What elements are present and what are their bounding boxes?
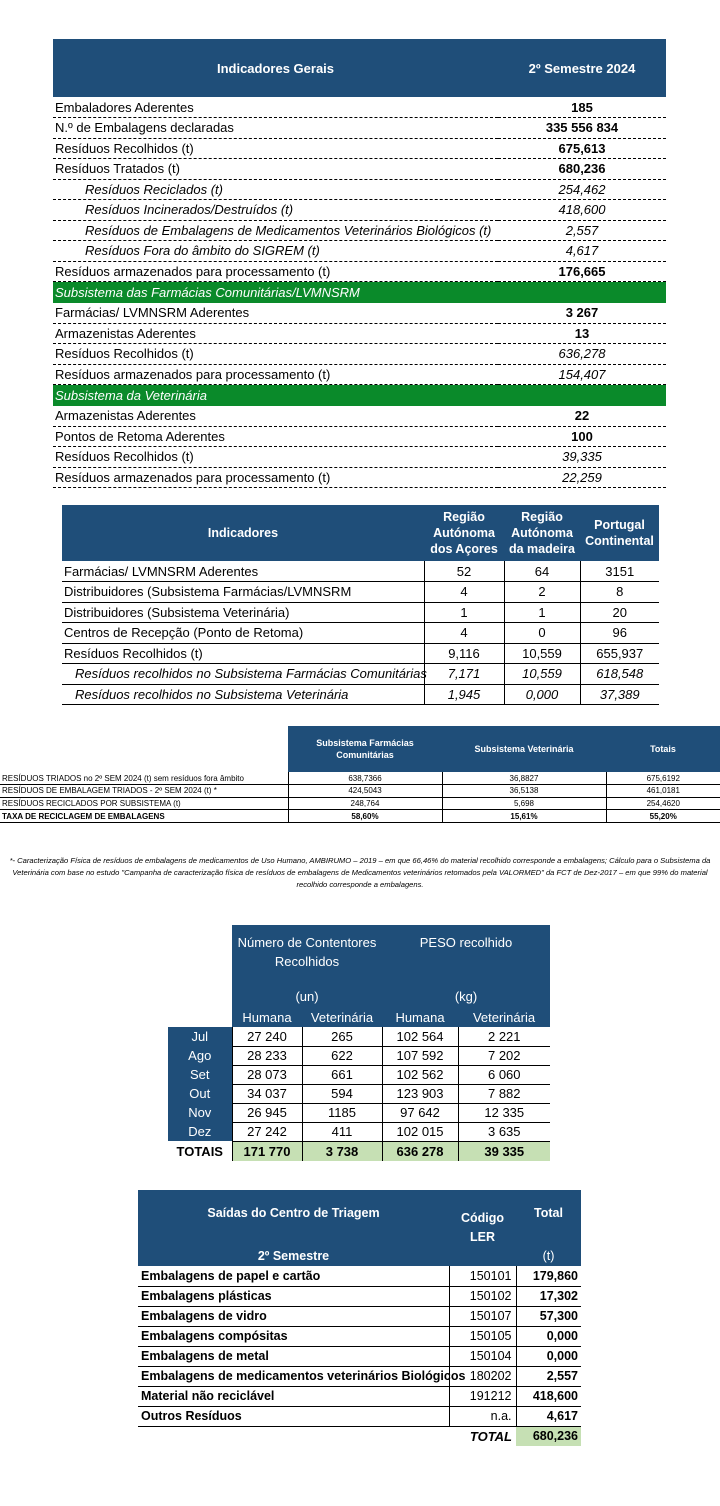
row-label: Resíduos Recolhidos (t) [53, 447, 498, 468]
header-unit: (t) [516, 1224, 581, 1266]
table-header [53, 39, 666, 97]
header-veterinaria: Veterinária [302, 1007, 382, 1027]
header-veterinaria: Subsistema Veterinária [474, 744, 574, 754]
table-row [53, 220, 666, 241]
cell-madeira: 1 [504, 602, 580, 623]
cell-farmacias: 58,60% [288, 810, 442, 823]
table-row [138, 1266, 581, 1286]
row-label: RESÍDUOS DE EMBALAGEM TRIADOS - 2º SEM 2024 (t) * [0, 785, 288, 798]
cell-continental: 618,548 [580, 664, 659, 685]
table-row [53, 241, 666, 262]
total-value: 171 770 [232, 1141, 302, 1161]
row-value: 179,860 [516, 1266, 581, 1286]
row-label: Resíduos Fora do âmbito do SIGREM (t) [53, 241, 498, 262]
row-label: Resíduos armazenados para processamento (t) [53, 364, 498, 385]
cell-acores: 1 [424, 602, 504, 623]
row-value: 154,407 [498, 364, 666, 385]
cell-farmacias: 424,5043 [288, 785, 442, 798]
table-row [138, 1346, 581, 1366]
cell-value: 661 [302, 1065, 382, 1084]
row-label: Resíduos Tratados (t) [53, 159, 498, 180]
row-value: 39,335 [498, 447, 666, 468]
header-madeira: Região Autónoma da madeira [508, 510, 575, 556]
cell-acores: 1,945 [424, 684, 504, 705]
header-total: Total [516, 1190, 581, 1224]
cell-continental: 20 [580, 602, 659, 623]
cell-continental: 8 [580, 582, 659, 603]
row-label: Material não reciclável [138, 1386, 449, 1406]
cell-value: 7 882 [458, 1084, 550, 1103]
row-value: 335 556 834 [498, 118, 666, 139]
header-farmacias: Subsistema Farmácias Comunitárias [316, 738, 414, 760]
row-code: 150102 [449, 1286, 516, 1306]
header-blank [168, 925, 232, 985]
row-value: 2,557 [498, 220, 666, 241]
table-row [53, 118, 666, 139]
table-row [62, 602, 659, 623]
cell-value: 265 [302, 1027, 382, 1046]
section-title: Subsistema da Veterinária [55, 387, 207, 403]
total-row [138, 1426, 581, 1446]
row-value: 3 267 [498, 303, 666, 324]
row-label: Resíduos Recolhidos (t) [62, 643, 424, 664]
total-value: 636 278 [382, 1141, 458, 1161]
row-label: Resíduos Recolhidos (t) [53, 344, 498, 365]
table-row [0, 772, 720, 785]
table-header [0, 726, 720, 772]
row-label: Embalagens de vidro [138, 1306, 449, 1326]
row-label: Resíduos Incinerados/Destruídos (t) [53, 200, 498, 221]
cell-value: 28 233 [232, 1046, 302, 1065]
cell-madeira: 2 [504, 582, 580, 603]
row-value: 254,462 [498, 179, 666, 200]
cell-value: 3 635 [458, 1122, 550, 1141]
table-header [168, 925, 550, 985]
cell-acores: 4 [424, 582, 504, 603]
table-row [138, 1366, 581, 1386]
header-title: Saídas do Centro de Triagem [138, 1190, 449, 1224]
table-row [138, 1406, 581, 1426]
table-header-sub [168, 1007, 550, 1027]
cell-madeira: 0,000 [504, 684, 580, 705]
table-row [0, 797, 720, 810]
cell-madeira: 0 [504, 623, 580, 644]
row-label: Armazenistas Aderentes [53, 406, 498, 427]
row-value: 0,000 [516, 1326, 581, 1346]
totals-row [168, 1141, 550, 1161]
header-humana: Humana [382, 1007, 458, 1027]
cell-totais: 55,20% [606, 810, 720, 823]
table-row [62, 684, 659, 705]
table-row [53, 159, 666, 180]
row-value: 4,617 [498, 241, 666, 262]
cell-continental: 655,937 [580, 643, 659, 664]
row-label: TAXA DE RECICLAGEM DE EMBALAGENS [0, 810, 288, 823]
total-value: 39 335 [458, 1141, 550, 1161]
cell-value: 7 202 [458, 1046, 550, 1065]
row-code: 180202 [449, 1366, 516, 1386]
row-code: 150101 [449, 1266, 516, 1286]
row-label: Embalagens compósitas [138, 1326, 449, 1346]
cell-veterinaria: 36,8827 [442, 772, 606, 785]
header-blank [168, 985, 232, 1007]
section-title: Subsistema das Farmácias Comunitárias/LVMNSRM [55, 284, 360, 300]
header-code: Código LER [449, 1190, 516, 1266]
table-row [62, 623, 659, 644]
totals-label: TOTAIS [176, 1143, 223, 1159]
cell-value: 27 242 [232, 1122, 302, 1141]
cell-acores: 4 [424, 623, 504, 644]
header-veterinaria: Veterinária [458, 1007, 550, 1027]
row-code: n.a. [449, 1406, 516, 1426]
row-label: Outros Resíduos [138, 1406, 449, 1426]
row-code: 150105 [449, 1326, 516, 1346]
cell-madeira: 10,559 [504, 643, 580, 664]
table-row [138, 1286, 581, 1306]
month-label: Jul [168, 1027, 232, 1046]
row-label: Distribuidores (Subsistema Farmácias/LVMNSRM [62, 582, 424, 603]
row-value: 0,000 [516, 1346, 581, 1366]
regional-indicators-table [62, 505, 659, 705]
total-label: TOTAL [449, 1426, 516, 1446]
cell-veterinaria: 15,61% [442, 810, 606, 823]
table-row [53, 447, 666, 468]
row-label: Resíduos Reciclados (t) [53, 179, 498, 200]
row-code: 191212 [449, 1386, 516, 1406]
row-label: Farmácias/ LVMNSRM Aderentes [53, 303, 498, 324]
cell-value: 102 564 [382, 1027, 458, 1046]
total-value: 3 738 [302, 1141, 382, 1161]
cell-value: 102 562 [382, 1065, 458, 1084]
table-row [53, 138, 666, 159]
row-label: Embalagens de medicamentos veterinários Biológicos [138, 1366, 449, 1386]
cell-farmacias: 638,7366 [288, 772, 442, 785]
table-row [53, 179, 666, 200]
row-label: Embalagens de metal [138, 1346, 449, 1366]
cell-value: 2 221 [458, 1027, 550, 1046]
table-header [62, 505, 659, 561]
header-period: 2º Semestre 2024 [528, 60, 636, 76]
row-value: 418,600 [516, 1386, 581, 1406]
row-value: 2,557 [516, 1366, 581, 1386]
cell-acores: 7,171 [424, 664, 504, 685]
cell-totais: 254,4620 [606, 797, 720, 810]
row-label: Embaladores Aderentes [53, 97, 498, 118]
row-value: 13 [498, 323, 666, 344]
table-row [53, 200, 666, 221]
row-value: 675,613 [498, 138, 666, 159]
row-value: 4,617 [516, 1406, 581, 1426]
row-label: Resíduos de Embalagens de Medicamentos Veterinários Biológicos (t) [53, 220, 498, 241]
header-unit-un: (un) [232, 985, 382, 1007]
row-value: 100 [498, 426, 666, 447]
table-row [0, 810, 720, 823]
cell-value: 622 [302, 1046, 382, 1065]
table-row [138, 1386, 581, 1406]
cell-continental: 96 [580, 623, 659, 644]
row-label: Resíduos recolhidos no Subsistema Veterinária [62, 684, 424, 705]
row-label: Resíduos Recolhidos (t) [53, 138, 498, 159]
row-label: Distribuidores (Subsistema Veterinária) [62, 602, 424, 623]
header-indicators: Indicadores [207, 526, 279, 540]
row-value: 22 [498, 406, 666, 427]
table-row [53, 426, 666, 447]
table-row [168, 1065, 550, 1084]
table-row [168, 1027, 550, 1046]
row-value: 185 [498, 97, 666, 118]
cell-value: 594 [302, 1084, 382, 1103]
cell-value: 102 015 [382, 1122, 458, 1141]
cell-farmacias: 248,764 [288, 797, 442, 810]
row-label: Farmácias/ LVMNSRM Aderentes [62, 561, 424, 582]
row-value: 680,236 [498, 159, 666, 180]
header-continental: Portugal Continental [585, 518, 654, 548]
table-row [53, 406, 666, 427]
header-title: Indicadores Gerais [216, 60, 335, 76]
row-label: Embalagens de papel e cartão [138, 1266, 449, 1286]
month-label: Dez [168, 1122, 232, 1141]
cell-totais: 461,0181 [606, 785, 720, 798]
row-label: N.º de Embalagens declaradas [53, 118, 498, 139]
cell-value: 26 945 [232, 1103, 302, 1122]
cell-value: 12 335 [458, 1103, 550, 1122]
table-row [138, 1326, 581, 1346]
header-totais: Totais [650, 744, 676, 754]
header-blank [168, 1007, 232, 1027]
cell-madeira: 10,559 [504, 664, 580, 685]
table-row [168, 1122, 550, 1141]
header-unit-kg: (kg) [382, 985, 550, 1007]
header-subtitle: 2º Semestre [138, 1224, 449, 1266]
general-indicators-table [53, 39, 666, 488]
cell-value: 28 073 [232, 1065, 302, 1084]
table-row [53, 364, 666, 385]
table-row [62, 582, 659, 603]
cell-value: 34 037 [232, 1084, 302, 1103]
header-weight: PESO recolhido [382, 925, 550, 985]
cell-value: 6 060 [458, 1065, 550, 1084]
row-code: 150104 [449, 1346, 516, 1366]
row-label: RESÍDUOS TRIADOS no 2º SEM 2024 (t) sem resíduos fora âmbito [0, 772, 288, 785]
cell-value: 1185 [302, 1103, 382, 1122]
cell-veterinaria: 5,698 [442, 797, 606, 810]
row-value: 57,300 [516, 1306, 581, 1326]
row-label: Armazenistas Aderentes [53, 323, 498, 344]
table-header-units [168, 985, 550, 1007]
row-value: 636,278 [498, 344, 666, 365]
month-label: Set [168, 1065, 232, 1084]
row-value: 17,302 [516, 1286, 581, 1306]
table-header [138, 1190, 581, 1224]
month-label: Nov [168, 1103, 232, 1122]
row-label: Resíduos armazenados para processamento (t) [53, 467, 498, 488]
row-label: Pontos de Retoma Aderentes [53, 426, 498, 447]
section-header [53, 282, 666, 303]
header-containers: Número de Contentores Recolhidos [232, 925, 382, 985]
table-row [53, 97, 666, 118]
table-row [168, 1046, 550, 1065]
table-row [62, 643, 659, 664]
table-row [53, 323, 666, 344]
header-humana: Humana [232, 1007, 302, 1027]
sorting-center-output-table [138, 1190, 581, 1446]
row-value: 418,600 [498, 200, 666, 221]
cell-continental: 3151 [580, 561, 659, 582]
table-row [53, 344, 666, 365]
cell-totais: 675,6192 [606, 772, 720, 785]
table-row [62, 561, 659, 582]
section-header [53, 385, 666, 406]
table-row [0, 785, 720, 798]
cell-acores: 52 [424, 561, 504, 582]
cell-acores: 9,116 [424, 643, 504, 664]
recycling-rate-table [0, 726, 720, 823]
table-row [168, 1103, 550, 1122]
row-label: RESÍDUOS RECICLADOS POR SUBSISTEMA (t) [0, 797, 288, 810]
row-label: Centros de Recepção (Ponto de Retoma) [62, 623, 424, 644]
header-blank [0, 726, 288, 772]
table-row [53, 467, 666, 488]
cell-veterinaria: 36,5138 [442, 785, 606, 798]
row-label: Resíduos recolhidos no Subsistema Farmácias Comunitárias [62, 664, 424, 685]
table-row [53, 261, 666, 282]
cell-value: 97 642 [382, 1103, 458, 1122]
month-label: Out [168, 1084, 232, 1103]
row-code: 150107 [449, 1306, 516, 1326]
table-row [62, 664, 659, 685]
cell-value: 107 592 [382, 1046, 458, 1065]
row-value: 22,259 [498, 467, 666, 488]
header-acores: Região Autónoma dos Açores [430, 510, 498, 556]
table-row [138, 1306, 581, 1326]
month-label: Ago [168, 1046, 232, 1065]
row-label: Resíduos armazenados para processamento (t) [53, 261, 498, 282]
cell-continental: 37,389 [580, 684, 659, 705]
row-label: Embalagens plásticas [138, 1286, 449, 1306]
table-row [168, 1084, 550, 1103]
cell-value: 411 [302, 1122, 382, 1141]
cell-value: 123 903 [382, 1084, 458, 1103]
total-value: 680,236 [516, 1426, 581, 1446]
total-blank [138, 1426, 449, 1446]
table-row [53, 303, 666, 324]
footnote: *- Caracterização Física de resíduos de embalagens de medicamentos de Uso Humano, AMBIRUMO – 2019 – em que 66,46% do material recolhido corresponde a embalagens; Cálculo para o Subsistema da Veterinária com base no estudo "Campanha de caracterização física de resíduos de embalagens de Medicamentos veterinários retomados pela VALORMED" da FCT de Dez-2017 – em que 99% do material recolhido corresponde a embalagens. [9, 856, 711, 889]
row-value: 176,665 [498, 261, 666, 282]
monthly-collection-table [168, 925, 550, 1161]
cell-madeira: 64 [504, 561, 580, 582]
cell-value: 27 240 [232, 1027, 302, 1046]
